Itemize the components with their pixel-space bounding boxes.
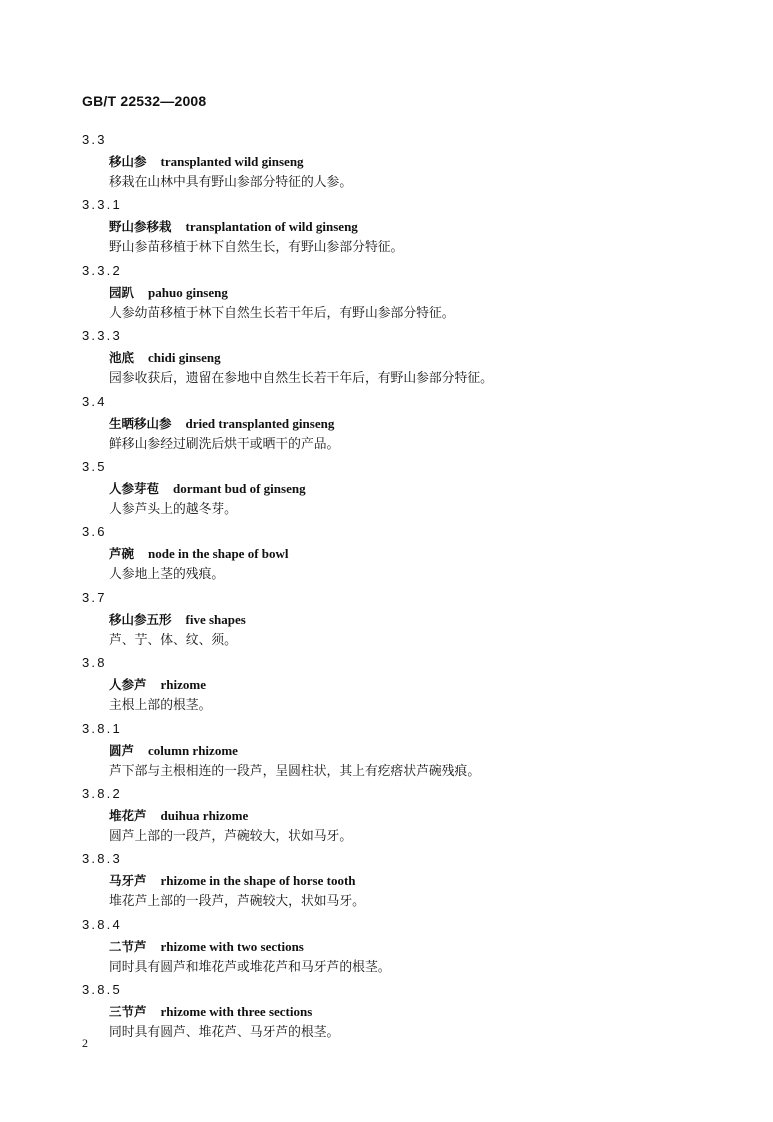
- term-number: 3.3: [82, 132, 107, 147]
- term-heading: [109, 416, 334, 432]
- term-heading: [109, 481, 306, 497]
- term-number: 3.8.1: [82, 720, 122, 736]
- term-number: 3.5: [82, 458, 107, 474]
- term-english: five shapes: [185, 611, 246, 627]
- term-number: 3.4: [82, 393, 107, 409]
- term-chinese: 移山参: [109, 154, 147, 169]
- term-entry: [0, 715, 773, 780]
- term-chinese: 芦碗: [109, 546, 135, 562]
- term-definition: 同时具有圆芦、堆花芦、马牙芦的根茎。: [109, 1025, 340, 1041]
- term-chinese: 马牙芦: [109, 873, 147, 889]
- term-entry: [0, 518, 773, 583]
- term-entry: [0, 584, 773, 649]
- term-definition: 野山参苗移植于林下自然生长，有野山参部分特征。: [109, 240, 404, 256]
- term-chinese: 池底: [109, 350, 135, 366]
- terms-list: [0, 126, 773, 1041]
- term-definition: 人参幼苗移植于林下自然生长若干年后，有野山参部分特征。: [109, 305, 455, 321]
- term-definition: 人参芦头上的越冬芽。: [109, 501, 237, 517]
- term-definition: 主根上部的根茎。: [109, 698, 212, 714]
- term-chinese: 野山参移栽: [109, 219, 172, 235]
- term-english: rhizome in the shape of horse tooth: [160, 873, 356, 889]
- term-heading: [109, 285, 228, 301]
- term-number: 3.8.4: [82, 916, 122, 932]
- term-english: column rhizome: [148, 742, 238, 758]
- term-heading: [109, 939, 304, 955]
- term-heading: [109, 154, 304, 170]
- term-entry: [0, 388, 773, 453]
- term-entry: [0, 780, 773, 845]
- term-english: dried transplanted ginseng: [185, 415, 335, 431]
- term-english: chidi ginseng: [148, 350, 221, 366]
- term-definition: 鲜移山参经过刷洗后烘干或晒干的产品。: [109, 436, 340, 452]
- term-entry: [0, 911, 773, 976]
- term-english: rhizome with two sections: [160, 938, 304, 954]
- term-definition: 芦、艼、体、纹、须。: [109, 632, 237, 648]
- term-number: 3.8.3: [82, 851, 122, 867]
- term-entry: [0, 257, 773, 322]
- term-number: 3.3.3: [82, 328, 122, 344]
- term-definition: 芦下部与主根相连的一段芦，呈圆柱状，其上有疙瘩状芦碗残痕。: [109, 763, 481, 779]
- term-number: 3.3.2: [82, 262, 122, 278]
- standard-code: GB/T 22532—2008: [82, 93, 207, 109]
- term-entry: [0, 191, 773, 256]
- term-definition: 移栽在山林中具有野山参部分特征的人参。: [109, 175, 353, 190]
- term-english: transplantation of wild ginseng: [185, 219, 358, 235]
- term-heading: [109, 612, 246, 628]
- term-definition: 人参地上茎的残痕。: [109, 567, 225, 583]
- term-english: dormant bud of ginseng: [173, 480, 306, 496]
- term-entry: [0, 649, 773, 714]
- term-number: 3.6: [82, 524, 107, 540]
- term-heading: [109, 1004, 312, 1020]
- term-number: 3.7: [82, 589, 107, 605]
- term-chinese: 移山参五形: [109, 611, 172, 627]
- page-number: 2: [82, 1036, 88, 1050]
- term-english: duihua rhizome: [160, 807, 249, 823]
- term-heading: [109, 350, 221, 366]
- term-number: 3.8: [82, 655, 107, 671]
- term-chinese: 二节芦: [109, 938, 147, 954]
- term-number: 3.8.5: [82, 982, 122, 998]
- term-number: 3.8.2: [82, 785, 122, 801]
- term-chinese: 生晒移山参: [109, 415, 172, 431]
- term-entry: [0, 453, 773, 518]
- term-entry: [0, 126, 773, 191]
- term-heading: [109, 743, 238, 759]
- term-entry: [0, 845, 773, 910]
- term-chinese: 圆芦: [109, 742, 135, 758]
- term-definition: 同时具有圆芦和堆花芦或堆花芦和马牙芦的根茎。: [109, 959, 391, 975]
- term-heading: [109, 808, 248, 824]
- term-heading: [109, 219, 358, 235]
- term-english: pahuo ginseng: [148, 284, 228, 300]
- term-definition: 园参收获后，遗留在参地中自然生长若干年后，有野山参部分特征。: [109, 371, 493, 387]
- term-entry: [0, 322, 773, 387]
- term-english: node in the shape of bowl: [148, 546, 289, 562]
- term-chinese: 园趴: [109, 284, 135, 300]
- term-heading: [109, 677, 206, 693]
- term-english: rhizome: [160, 677, 206, 693]
- term-entry: [0, 976, 773, 1041]
- term-heading: [109, 873, 356, 889]
- term-chinese: 人参芦: [109, 677, 147, 693]
- term-chinese: 堆花芦: [109, 807, 147, 823]
- term-chinese: 三节芦: [109, 1004, 147, 1020]
- term-number: 3.3.1: [82, 197, 122, 213]
- term-english: transplanted wild ginseng: [160, 154, 304, 169]
- term-definition: 圆芦上部的一段芦，芦碗较大，状如马牙。: [109, 828, 353, 844]
- term-heading: [109, 546, 289, 562]
- term-definition: 堆花芦上部的一段芦，芦碗较大，状如马牙。: [109, 894, 365, 910]
- term-chinese: 人参芽苞: [109, 480, 160, 496]
- term-english: rhizome with three sections: [160, 1004, 313, 1020]
